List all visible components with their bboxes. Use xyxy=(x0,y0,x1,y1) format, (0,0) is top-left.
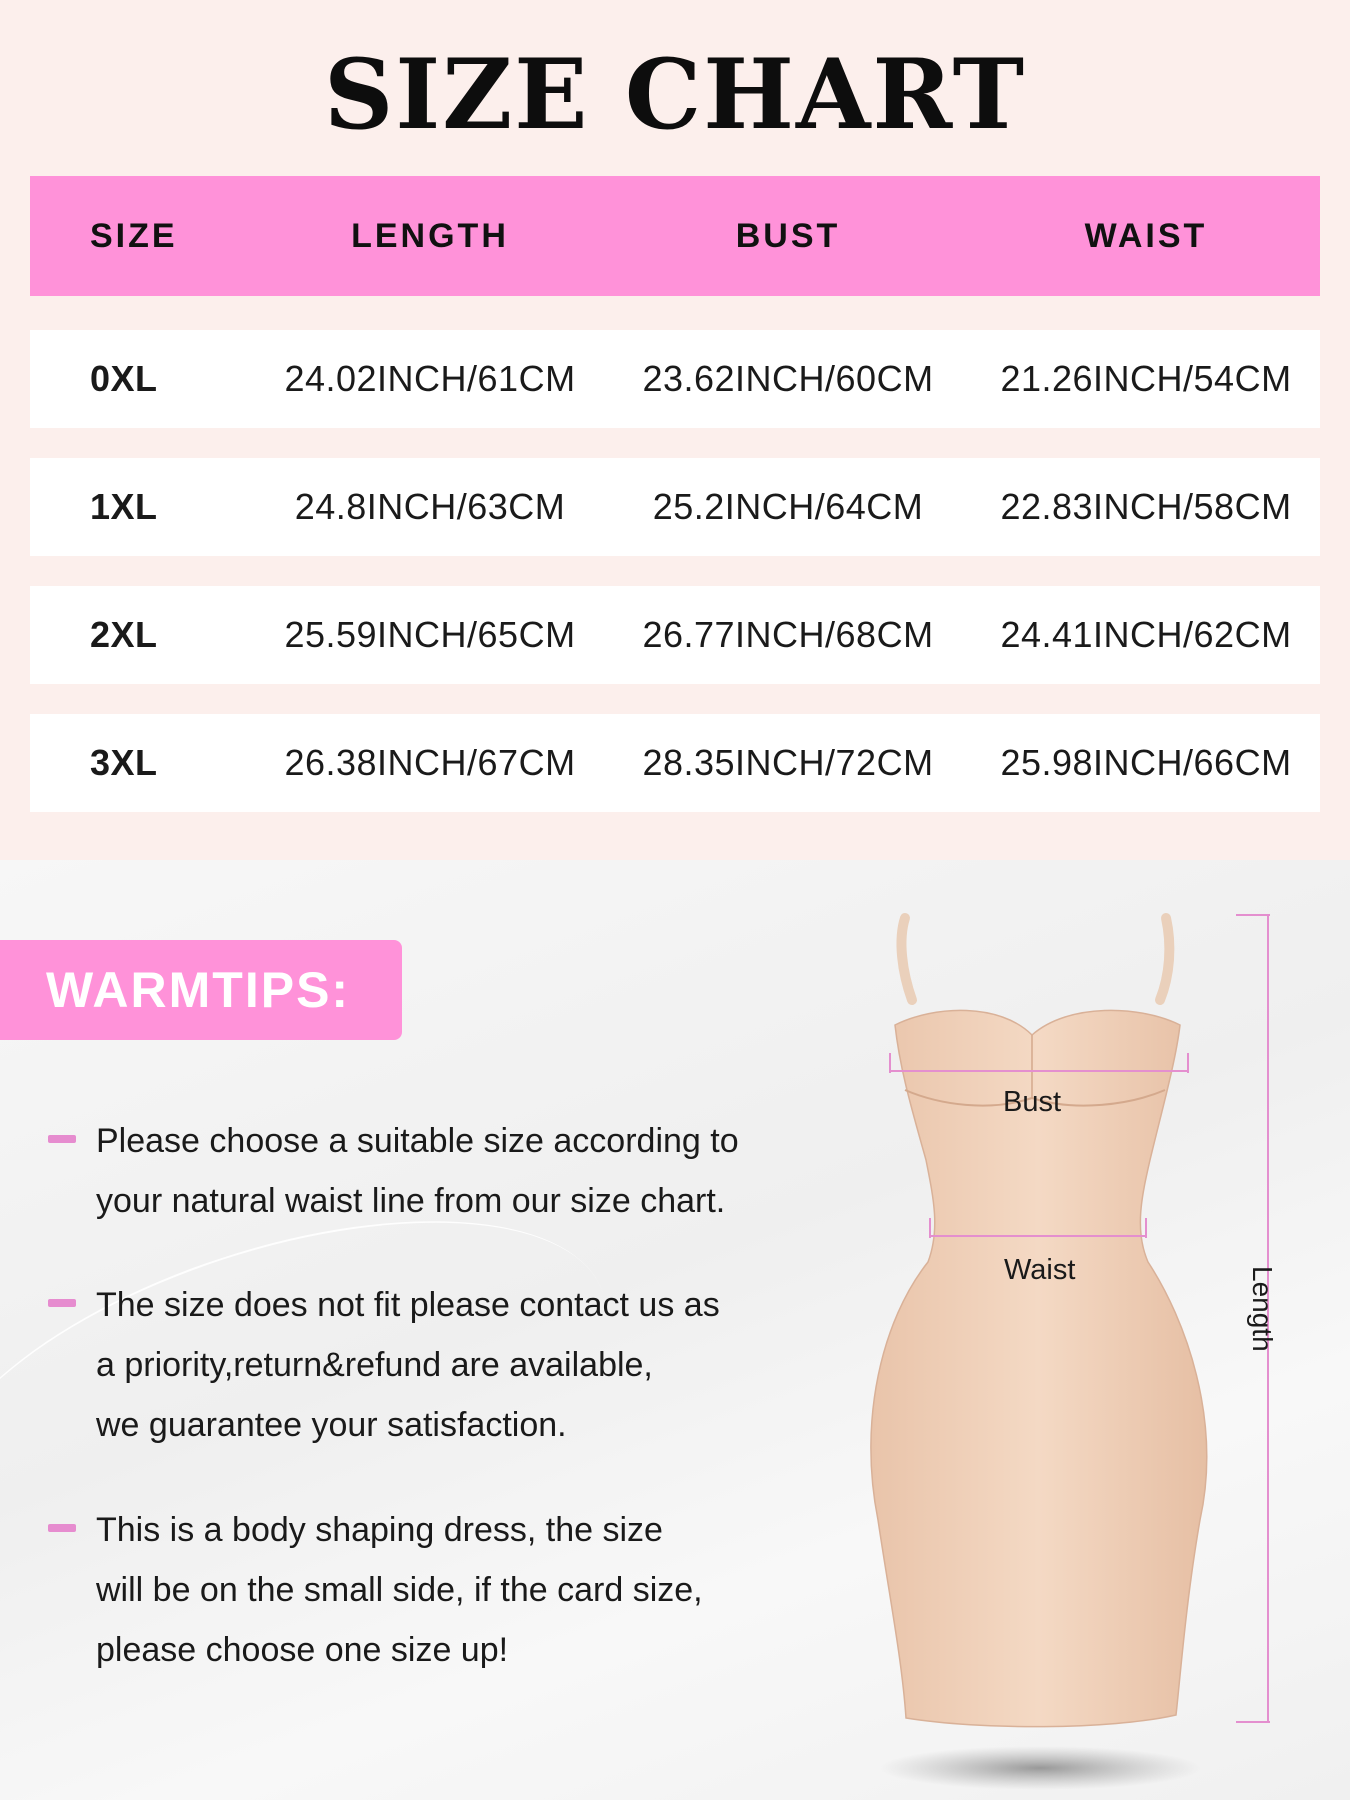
tip-line: your natural waist line from our size chart. xyxy=(96,1182,726,1220)
length-cell: 24.02INCH/61CM xyxy=(284,358,576,399)
size-cell: 0XL xyxy=(90,358,158,399)
length-label: Length xyxy=(1247,1266,1278,1352)
waist-label: Waist xyxy=(1004,1254,1076,1286)
bust-cell: 23.62INCH/60CM xyxy=(642,358,934,399)
length-cell: 26.38INCH/67CM xyxy=(284,742,576,783)
waist-cell: 21.26INCH/54CM xyxy=(1000,358,1292,399)
length-cell: 24.8INCH/63CM xyxy=(294,486,566,527)
tip-line: Please choose a suitable size according to xyxy=(96,1122,739,1160)
header-bust: BUST xyxy=(735,216,841,255)
waist-cell: 22.83INCH/58CM xyxy=(1000,486,1292,527)
bust-cell: 26.77INCH/68CM xyxy=(642,614,934,655)
floor-shadow xyxy=(880,1746,1200,1790)
tip-line: please choose one size up! xyxy=(96,1631,509,1669)
length-cell: 25.59INCH/65CM xyxy=(284,614,576,655)
header-waist: WAIST xyxy=(1084,216,1208,255)
warmtips-heading: WARMTIPS: xyxy=(46,962,351,1018)
waist-cell: 24.41INCH/62CM xyxy=(1000,614,1292,655)
tip-line: a priority,return&refund are available, xyxy=(96,1346,653,1384)
tip-line: This is a body shaping dress, the size xyxy=(96,1511,663,1549)
size-cell: 2XL xyxy=(90,614,158,655)
bust-label: Bust xyxy=(1003,1086,1062,1118)
header-length: LENGTH xyxy=(351,216,509,255)
bust-cell: 28.35INCH/72CM xyxy=(642,742,934,783)
bust-cell: 25.2INCH/64CM xyxy=(652,486,924,527)
left-strap xyxy=(901,918,912,1000)
page-title: SIZE CHART xyxy=(323,38,1027,151)
right-strap xyxy=(1160,918,1169,1000)
waist-cell: 25.98INCH/66CM xyxy=(1000,742,1292,783)
tip-line: will be on the small side, if the card size, xyxy=(96,1571,703,1609)
header-size: SIZE xyxy=(90,216,178,255)
tip-line: we guarantee your satisfaction. xyxy=(96,1406,567,1444)
size-cell: 1XL xyxy=(90,486,158,527)
tip-line: The size does not fit please contact us as xyxy=(96,1286,720,1324)
size-cell: 3XL xyxy=(90,742,158,783)
